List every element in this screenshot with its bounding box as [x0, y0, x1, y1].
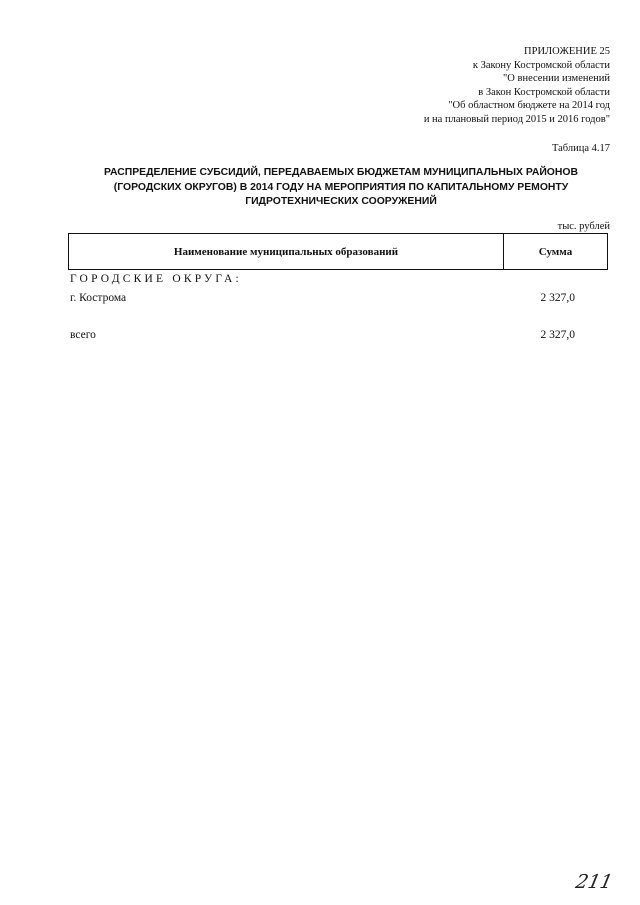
page-number: 211	[573, 871, 615, 893]
row-value: 2 327,0	[540, 292, 575, 304]
section-label: ГОРОДСКИЕ ОКРУГА:	[70, 273, 242, 285]
column-header-sum: Сумма	[538, 245, 573, 258]
column-header-name: Наименование муниципальных образований	[69, 234, 504, 269]
appendix-line: к Закону Костромской области	[472, 59, 610, 71]
appendix-line: в Закон Костромской области	[478, 86, 610, 98]
row-value: 2 327,0	[540, 329, 575, 341]
appendix-note	[280, 45, 610, 126]
appendix-line: ПРИЛОЖЕНИЕ 25	[524, 46, 610, 57]
table-number: Таблица 4.17	[551, 143, 610, 154]
title-line: РАСПРЕДЕЛЕНИЕ СУБСИДИЙ, ПЕРЕДАВАЕМЫХ БЮДЖЕТАМ МУНИЦИПАЛЬНЫХ РАЙОНОВ	[104, 167, 578, 178]
appendix-line: и на плановый период 2015 и 2016 годов"	[423, 113, 610, 125]
units-label: тыс. рублей	[557, 221, 610, 232]
document-title	[72, 166, 610, 210]
row-name: всего	[70, 329, 96, 341]
table-header	[68, 233, 608, 270]
title-line: (ГОРОДСКИХ ОКРУГОВ) В 2014 ГОДУ НА МЕРОПРИЯТИЯ ПО КАПИТАЛЬНОМУ РЕМОНТУ	[113, 181, 569, 193]
appendix-line: "Об областном бюджете на 2014 год	[448, 100, 610, 111]
title-line: ГИДРОТЕХНИЧЕСКИХ СООРУЖЕНИЙ	[245, 196, 437, 207]
row-name: г. Кострома	[70, 292, 127, 304]
appendix-line: "О внесении изменений	[503, 73, 610, 84]
